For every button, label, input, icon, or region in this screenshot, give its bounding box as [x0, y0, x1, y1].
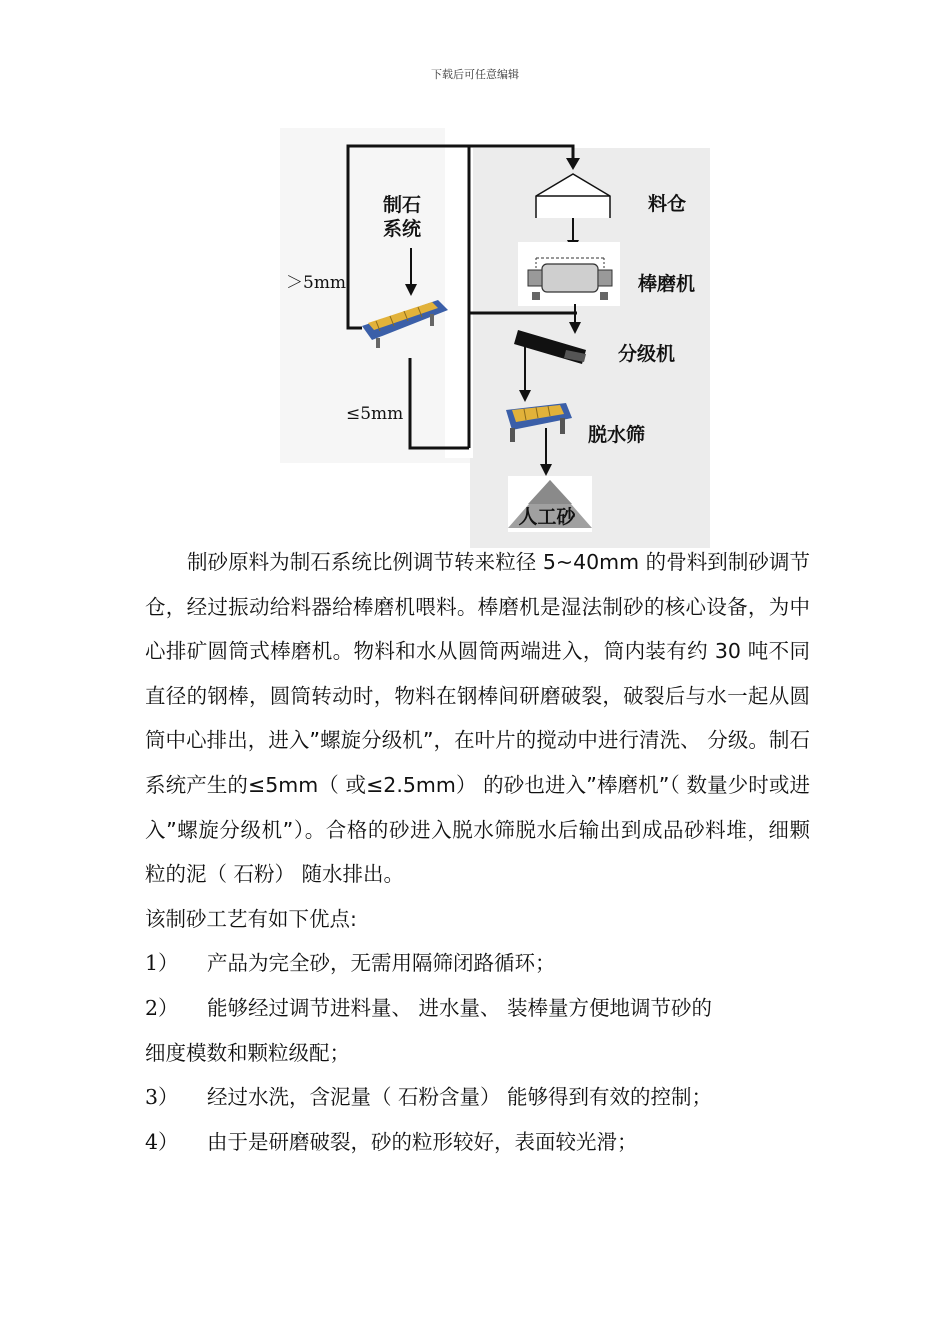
- advantage-number: 4）: [145, 1129, 179, 1154]
- advantage-number: 1）: [145, 951, 179, 976]
- advantage-text: 经过水洗，含泥量（ 石粉含量） 能够得到有效的控制；: [207, 1085, 713, 1110]
- advantage-number: 2）: [145, 995, 179, 1020]
- process-description-paragraph: 制砂原料为制石系统比例调节转来粒径 5~40mm 的骨料到制砂调节仓，经过振动给料器给棒磨机喂料。棒磨机是湿法制砂的核心设备，为中心排矿圆筒式棒磨机。物料和水从圆筒两端进入，筒内装有约 30 吨不同直径的钢棒，圆筒转动时，物料在钢棒间研磨破裂，破裂后与水一起从圆筒中心排出，进入”螺旋分级机”，在叶片的搅动中进行清洗、 分级。制石系统产生的≤5mm（ 或≤2.5mm） 的砂也进入”棒磨机”（ 数量少时或进入”螺旋分级机”）。合格的砂进入脱水筛脱水后输出到成品砂料堆，细颗粒的泥（ 石粉） 随水排出。: [145, 550, 810, 887]
- advantage-item-3: [145, 1075, 810, 1120]
- body-text: [145, 540, 810, 1164]
- advantage-number: 3）: [145, 1085, 179, 1110]
- advantage-item-2: [145, 986, 810, 1031]
- advantage-text: 产品为完全砂，无需用隔筛闭路循环；: [207, 951, 556, 976]
- advantage-item-4: [145, 1120, 810, 1165]
- artificial-sand-label: 人工砂: [518, 506, 576, 528]
- bin-label: 料仓: [648, 193, 687, 215]
- advantages-intro: 该制砂工艺有如下优点:: [145, 906, 357, 931]
- le5-label: ≤5mm: [346, 404, 404, 424]
- page-header-note: 下载后可任意编辑: [431, 68, 519, 81]
- dewatering-screen-label: 脱水筛: [588, 424, 646, 446]
- advantage-text: 能够经过调节进料量、 进水量、 装棒量方便地调节砂的: [207, 995, 713, 1020]
- advantage-text-continuation: 细度模数和颗粒级配；: [145, 1040, 350, 1065]
- rod-mill-icon: [518, 242, 620, 306]
- advantage-item-1: [145, 941, 810, 986]
- stone-system-label-line2: 系统: [382, 218, 422, 240]
- stone-system-label-line1: 制石: [382, 194, 422, 216]
- rod-mill-label: 棒磨机: [638, 273, 696, 295]
- sand-process-flow-diagram: [280, 118, 720, 548]
- gt5-label: ＞5mm: [286, 273, 347, 293]
- flow-diagram-svg: [280, 118, 720, 548]
- classifier-label: 分级机: [618, 343, 676, 365]
- advantage-text: 由于是研磨破裂，砂的粒形较好，表面较光滑；: [207, 1129, 638, 1154]
